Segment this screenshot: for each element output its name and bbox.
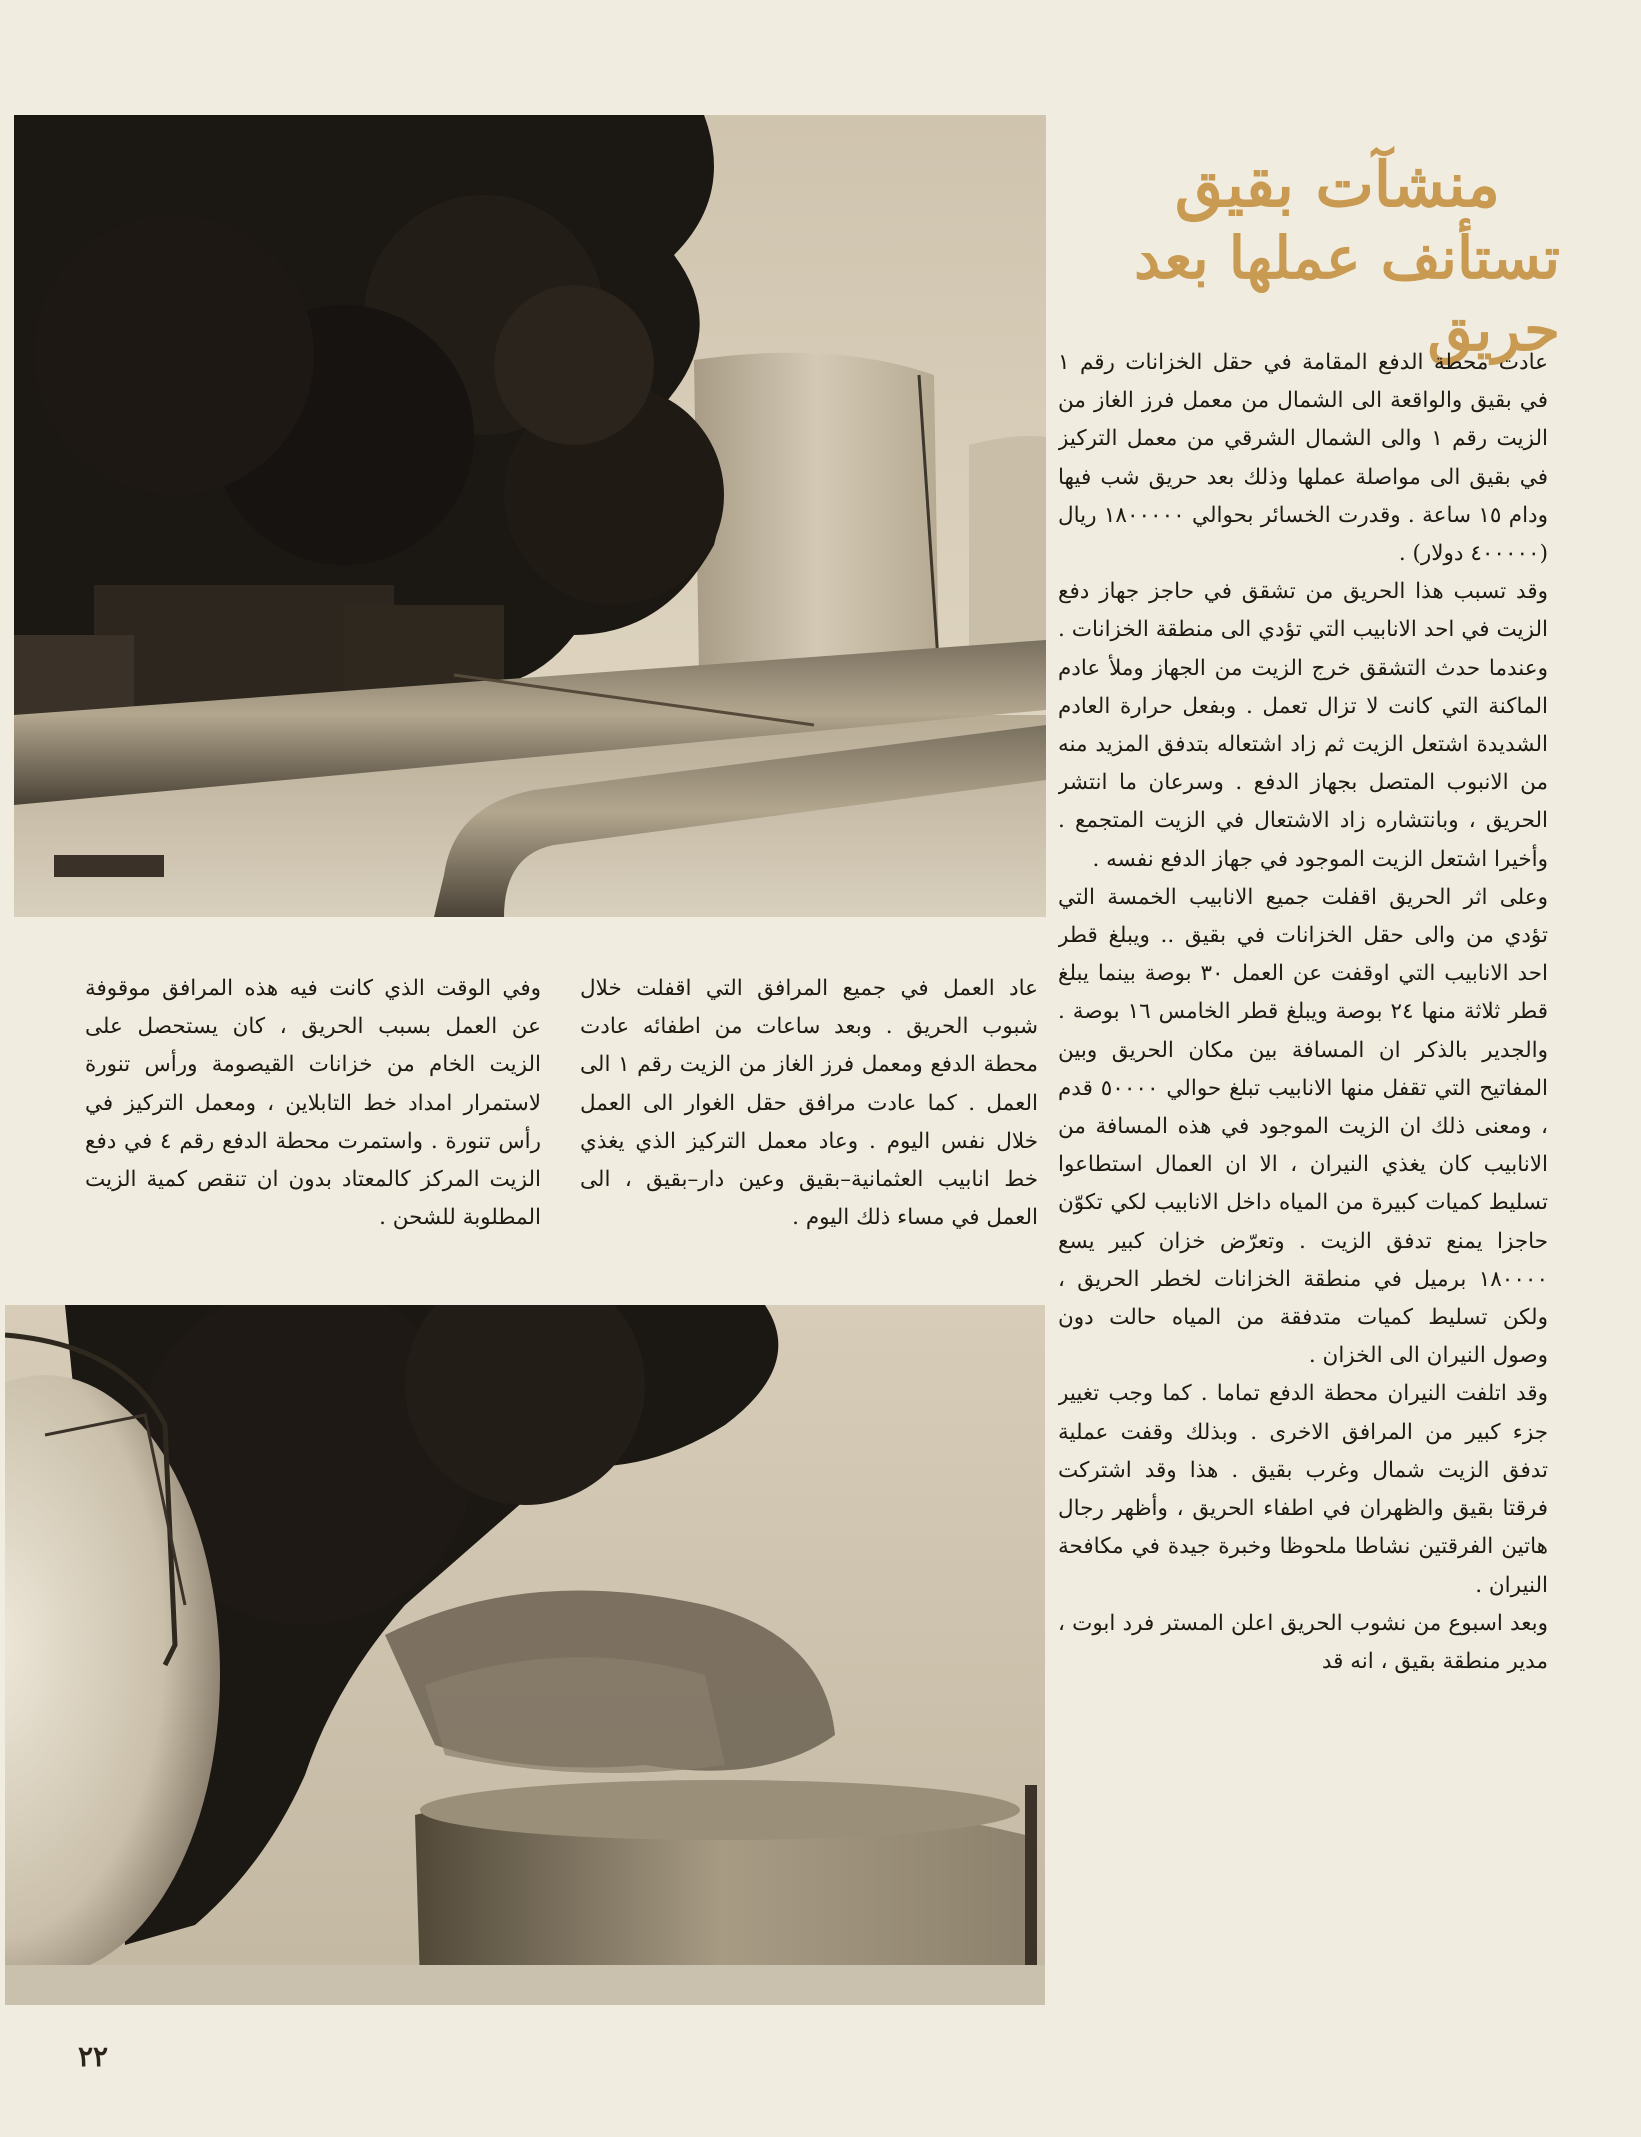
paragraph: وقد اتلفت النيران محطة الدفع تماما . كما وجب تغيير جزء كبير من المرافق الاخرى . وبذلك وقفت عملية تدفق الزيت شمال وغرب بقيق . هذا وقد اشتركت فرقتا بقيق والظهران في اطفاء الحريق ، وأظهر رجال هاتين الفرقتين نشاطا ملحوظا وخبرة جيدة في مكافحة النيران . [1058, 1381, 1548, 1598]
paragraph: وفي الوقت الذي كانت فيه هذه المرافق موقوفة عن العمل بسبب الحريق ، كان يستحصل على الزيت الخام من خزانات القيصومة ورأس تنورة لاستمرار امداد خط التابلاين ، ومعمل التركيز في رأس تنورة . واستمرت محطة الدفع رقم ٤ في دفع الزيت المركز كالمعتاد بدون ان تنقص كمية الزيت المطلوبة للشحن . [85, 976, 541, 1231]
photo-fire-pipelines [14, 115, 1046, 917]
title-line-2: تستأنف عملها بعد حريق [1134, 224, 1560, 364]
article-title [1080, 148, 1560, 364]
article-column-left [85, 970, 541, 1270]
paragraph: وقد تسبب هذا الحريق من تشقق في حاجز جهاز دفع الزيت في احد الانابيب التي تؤدي الى منطقة الخزانات . وعندما حدث التشقق خرج الزيت من الجهاز وملأ عادم الماكنة التي كانت لا تزال تعمل . وبفعل حرارة العادم الشديدة اشتعل الزيت ثم زاد اشتعاله بتدفق المزيد منه من الانبوب المتصل بجهاز الدفع . وسرعان ما انتشر الحريق ، وبانتشاره زاد الاشتعال في الزيت المتجمع . وأخيرا اشتعل الزيت الموجود في جهاز الدفع نفسه . [1058, 579, 1548, 872]
paragraph: عادت محطة الدفع المقامة في حقل الخزانات رقم ١ في بقيق والواقعة الى الشمال من معمل فرز الغاز من الزيت رقم ١ والى الشمال الشرقي من معمل التركيز في بقيق الى مواصلة عملها وذلك بعد حريق شب فيها ودام ١٥ ساعة . وقدرت الخسائر بحوالي ١٨٠٠٠٠٠ ريال (٤٠٠٠٠٠ دولار) . [1058, 350, 1548, 567]
page-number: ٢٢ [78, 2040, 109, 2073]
article-column-middle [580, 970, 1038, 1270]
paragraph: عاد العمل في جميع المرافق التي اقفلت خلال شبوب الحريق . وبعد ساعات من اطفائه عادت محطة الدفع ومعمل فرز الغاز من الزيت رقم ١ الى العمل . كما عادت مرافق حقل الغوار الى العمل خلال نفس اليوم . وعاد معمل التركيز الذي يغذي خط انابيب العثمانية–بقيق وعين دار–بقيق ، الى العمل في مساء ذلك اليوم . [580, 976, 1038, 1231]
title-line-1: منشآت بقيق [1174, 148, 1500, 221]
storage-tank [694, 353, 939, 675]
paragraph: وبعد اسبوع من نشوب الحريق اعلن المستر فرد ابوت ، مدير منطقة بقيق ، انه قد [1058, 1610, 1548, 1674]
photo-fire-tanks [5, 1305, 1045, 2005]
article-column-right [1058, 344, 1548, 2084]
paragraph: وعلى اثر الحريق اقفلت جميع الانابيب الخمسة التي تؤدي من والى حقل الخزانات في بقيق .. ويبلغ قطر احد الانابيب التي اوقفت عن العمل ٣٠ بوصة بينما يبلغ قطر ثلاثة منها ٢٤ بوصة ويبلغ قطر الخامس ١٦ بوصة . والجدير بالذكر ان المسافة بين مكان الحريق وبين المفاتيح التي تقفل منها الانابيب تبلغ حوالي ٥٠٠٠٠ قدم ، ومعنى ذلك ان الزيت الموجود في هذه المسافة من الانابيب كان يغذي النيران ، الا ان العمال استطاعوا تسليط كميات كبيرة من المياه داخل الانابيب لكي تكوّن حاجزا يمنع تدفق الزيت . وتعرّض خزان كبير يسع ١٨٠٠٠٠ برميل في منطقة الخزانات لخطر الحريق ، ولكن تسليط كميات متدفقة من المياه حالت دون وصول النيران الى الخزان . [1058, 884, 1548, 1369]
